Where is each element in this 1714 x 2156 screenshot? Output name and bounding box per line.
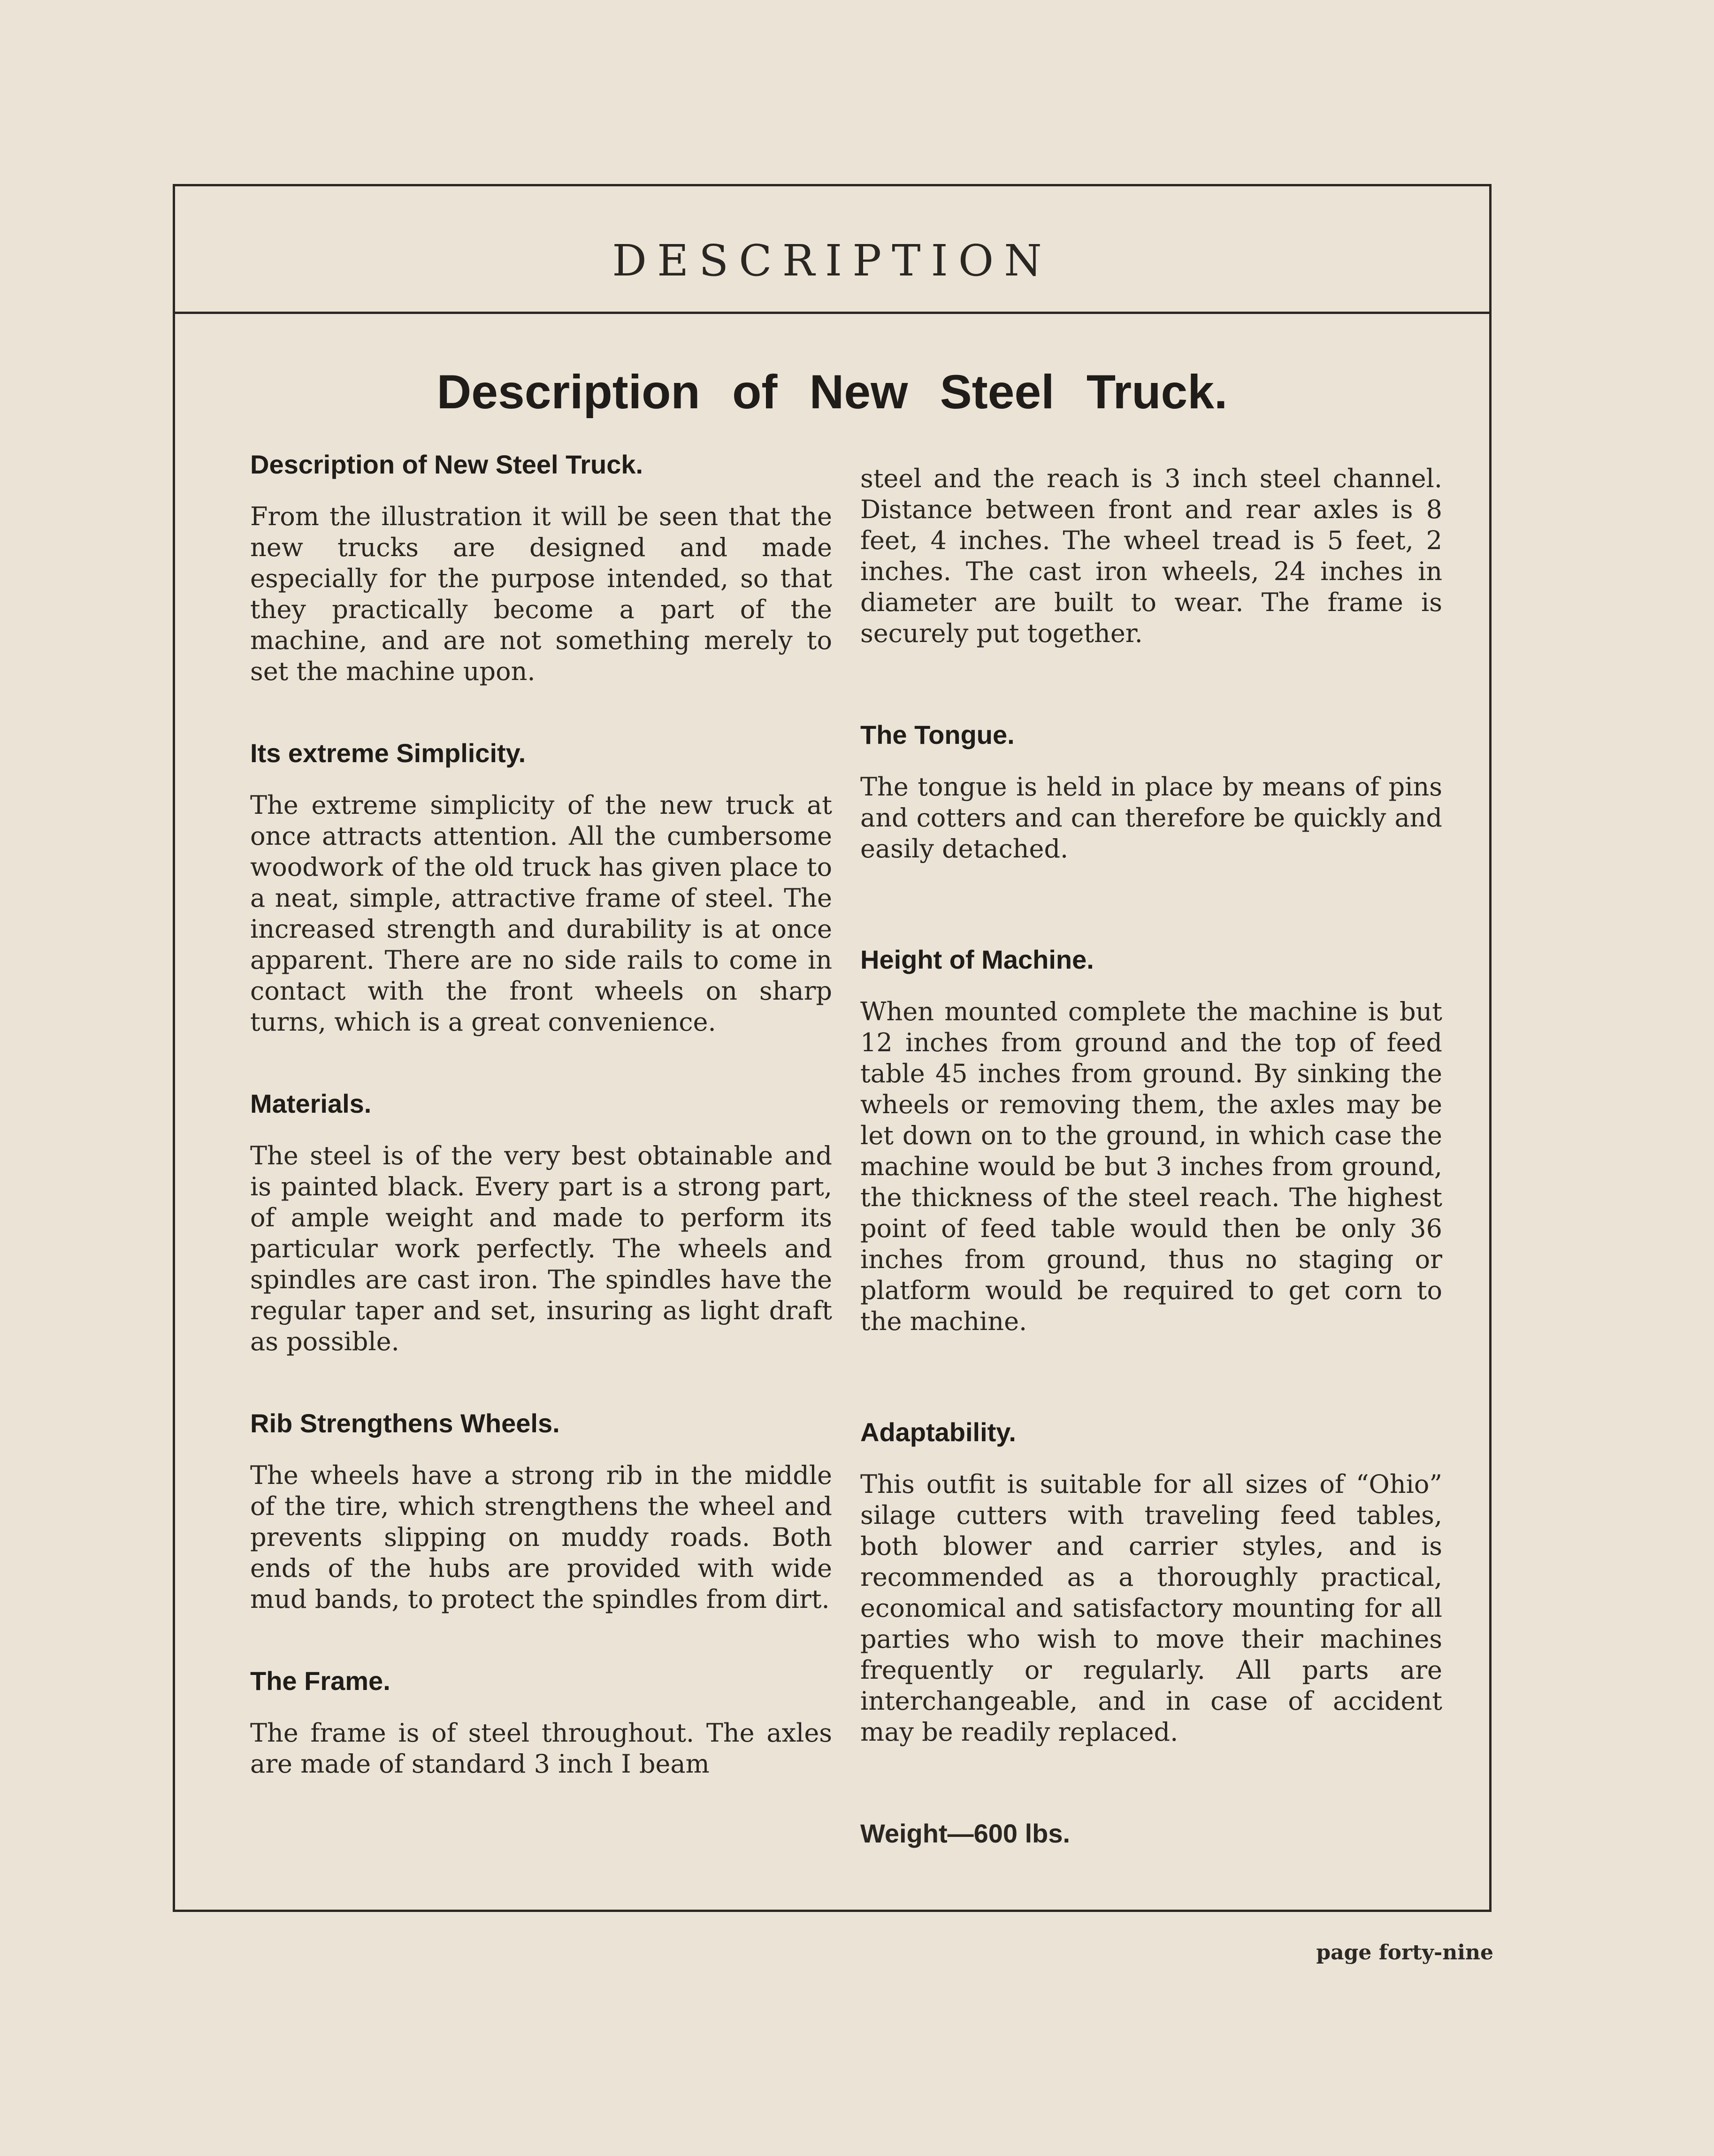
header-band [175,186,1489,314]
heading-rib-wheels: Rib Strengthens Wheels. [250,1408,560,1438]
paragraph-height: When mounted complete the machine is but 12 inches from ground and the top of feed table 45 inches from ground. By sinking the wheels or removing them, the axles may be let down on to the ground, in which case the machine would be but 3 inches from ground, the thickness of the steel reach. The highest point of feed table would then be only 36 inches from ground, thus no staging or platform would be required to get corn to the machine. [860,997,1442,1336]
paragraph-frame-continued: steel and the reach is 3 inch steel channel. Distance between front and rear axles is 8 feet, 4 inches. The wheel tread is 5 feet, 2 inches. The cast iron wheels, 24 inches in diameter are built to wear. The frame is securely put together. [860,464,1442,648]
paragraph-tongue: The tongue is held in place by means of pins and cotters and can therefore be quickly and easily detached. [860,772,1442,864]
paragraph-rib-wheels: The wheels have a strong rib in the middle of the tire, which strengthens the wheel and prevents slipping on muddy roads. Both ends of the hubs are provided with wide mud bands, to protect the spindles from dirt. [250,1460,832,1614]
left-column [250,449,832,1830]
paragraph-simplicity: The extreme simplicity of the new truck at once attracts attention. All the cumbersome woodwork of the old truck has given place to a neat, simple, attractive frame of steel. The increased strength and durability is at once apparent. There are no side rails to come in contact with the front wheels on sharp turns, which is a great convenience. [250,790,832,1037]
heading-height: Height of Machine. [860,945,1094,974]
heading-tongue: The Tongue. [860,720,1015,749]
heading-description: Description of New Steel Truck. [250,450,643,479]
section-title: DESCRIPTION [612,236,1052,286]
paragraph-adaptability: This outfit is suitable for all sizes of “Ohio” silage cutters with traveling feed tables, both blower and carrier styles, and is recommended as a thoroughly practical, economical and satisfactory mounting for all parties who wish to move their machines frequently or regularly. All parts are interchangeable, and in case of accident may be readily replaced. [860,1469,1442,1747]
paragraph-frame: The frame is of steel throughout. The axles are made of standard 3 inch I beam [250,1718,832,1779]
heading-frame: The Frame. [250,1666,390,1696]
right-column [860,463,1442,1849]
page-frame [173,184,1492,1912]
main-title: Description of New Steel Truck. [436,365,1228,419]
paragraph-description: From the illustration it will be seen that the new trucks are designed and made especially for the purpose intended, so that they practically become a part of the machine, and are not something merely to set the machine upon. [250,502,832,686]
page-number: page forty-nine [1316,1941,1493,1965]
heading-materials: Materials. [250,1089,372,1118]
heading-simplicity: Its extreme Simplicity. [250,738,526,768]
paragraph-materials: The steel is of the very best obtainable and is painted black. Every part is a strong part, of ample weight and made to perform its particular work perfectly. The wheels and spindles are cast iron. The spindles have the regular taper and set, insuring as light draft as possible. [250,1141,832,1356]
heading-adaptability: Adaptability. [860,1417,1016,1447]
weight-line: Weight—600 lbs. [860,1819,1071,1848]
